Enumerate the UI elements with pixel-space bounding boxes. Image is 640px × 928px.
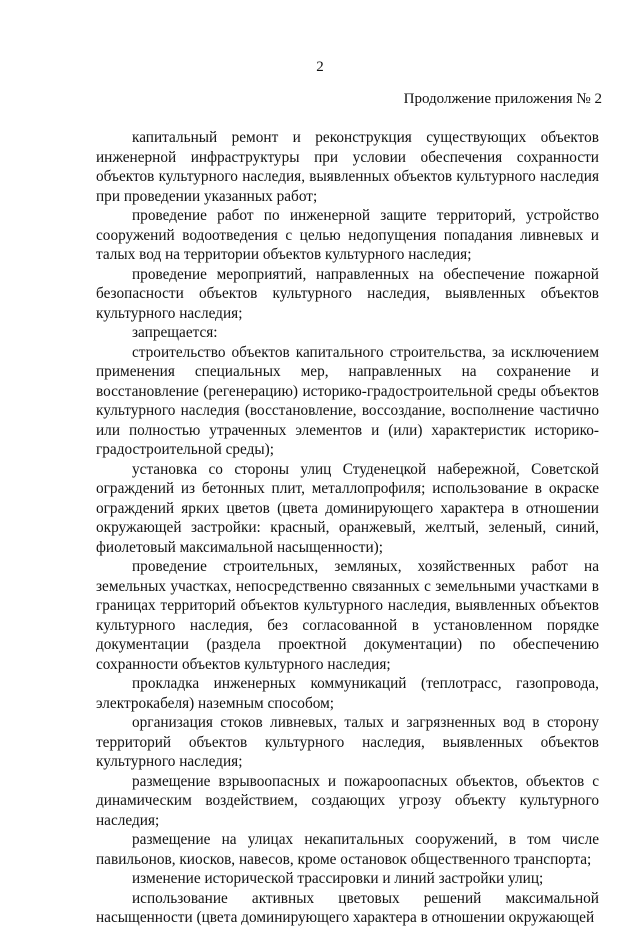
paragraph: изменение исторической трассировки и линий застройки улиц; xyxy=(132,870,544,887)
page-number: 2 xyxy=(316,59,324,75)
paragraph: капитальный ремонт и реконструкция существующих объектов инженерной инфраструктуры при условии обеспечения сохранности объектов культурного наследия, выявленных объектов культурного наследия при проведении указанных работ; xyxy=(96,129,599,205)
paragraph: установка со стороны улиц Студенецкой набережной, Советской ограждений из бетонных плит, металлопрофиля; использование в окраске ограждений ярких цветов (цвета доминирующего характера в отношении окружающей застройки: красный, оранжевый, желтый, зеленый, синий, фиолетовый максимальной насыщенности); xyxy=(96,460,599,556)
paragraph: организация стоков ливневых, талых и загрязненных вод в сторону территорий объектов культурного наследия, выявленных объектов культурного наследия; xyxy=(96,714,599,770)
paragraph: прокладка инженерных коммуникаций (теплотрасс, газопровода, электрокабеля) наземным способом; xyxy=(96,675,599,712)
paragraph: проведение работ по инженерной защите территорий, устройство сооружений водоотведения с целью недопущения попадания ливневых и талых вод на территории объектов культурного наследия; xyxy=(96,207,599,263)
paragraph-prohibited-heading: запрещается: xyxy=(132,324,218,341)
paragraph: использование активных цветовых решений максимальной насыщенности (цвета доминирующего характера в отношении окружающей xyxy=(96,889,599,926)
appendix-continuation-note: Продолжение приложения № 2 xyxy=(403,91,602,107)
document-body xyxy=(96,128,599,928)
paragraph: проведение мероприятий, направленных на обеспечение пожарной безопасности объектов культурного наследия, выявленных объектов культурного наследия; xyxy=(96,265,599,322)
paragraph: размещение на улицах некапитальных сооружений, в том числе павильонов, киосков, навесов, кроме остановок общественного транспорта; xyxy=(96,831,599,868)
paragraph: строительство объектов капитального строительства, за исключением применения специальных мер, направленных на сохранение и восстановление (регенерацию) историко-градостроительной среды объектов культурного наследия (восстановление, воссоздание, восполнение частично или полностью утраченных элементов и (или) характеристик историко-градостроительной среды); xyxy=(96,343,599,458)
paragraph: размещение взрывоопасных и пожароопасных объектов, объектов с динамическим воздействием, создающих угрозу объекту культурного наследия; xyxy=(96,772,599,829)
paragraph: проведение строительных, земляных, хозяйственных работ на земельных участках, непосредственно связанных с земельными участками в границах территорий объектов культурного наследия, выявленных объектов культурного наследия, без согласованной в установленном порядке документации (раздела проектной документации) по обеспечению сохранности объектов культурного наследия; xyxy=(96,558,599,673)
